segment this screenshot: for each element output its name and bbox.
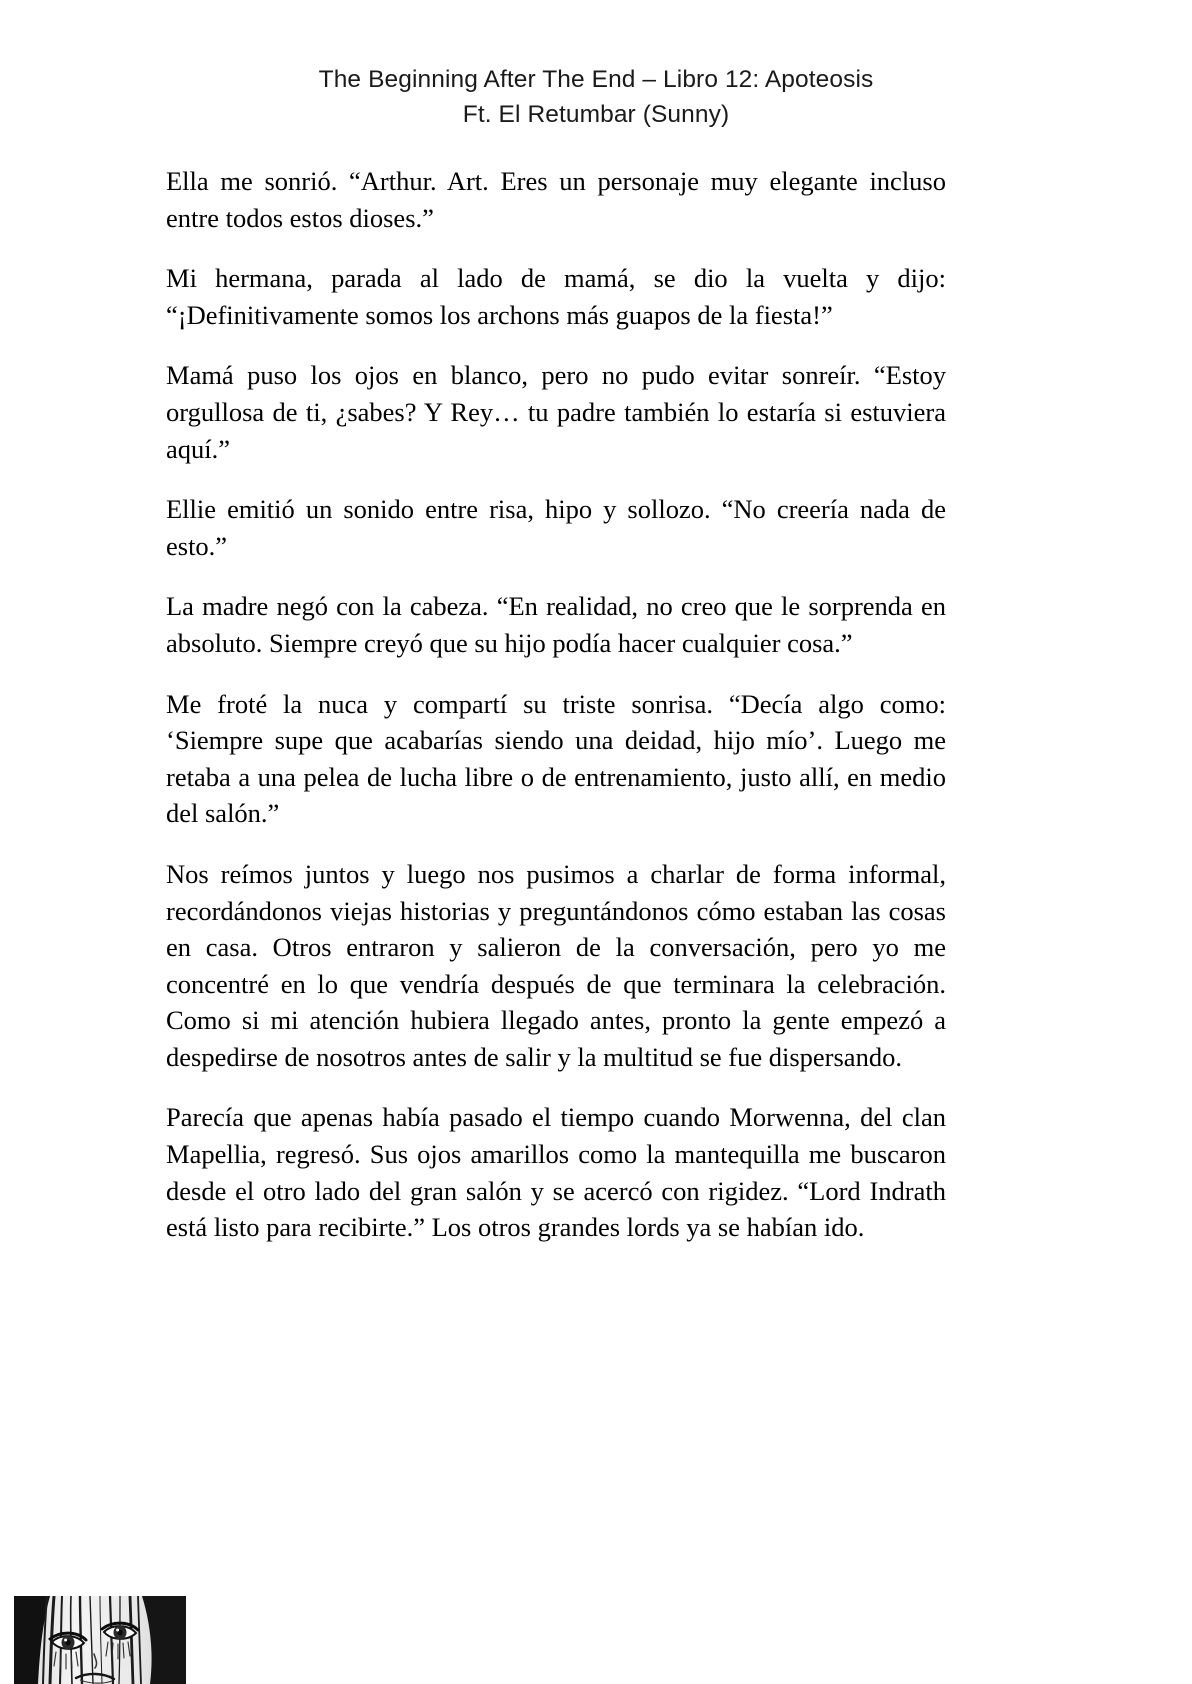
- paragraph: Me froté la nuca y compartí su triste sonrisa. “Decía algo como: ‘Siempre supe que acabarías siendo una deidad, hijo mío’. Luego me retaba a una pelea de lucha libre o de entrenamiento, justo allí, en medio del salón.”: [166, 688, 946, 829]
- document-header: [0, 62, 1192, 132]
- paragraph: Mamá puso los ojos en blanco, pero no pudo evitar sonreír. “Estoy orgullosa de ti, ¿sabes? Y Rey… tu padre también lo estaría si estuviera aquí.”: [166, 360, 946, 464]
- paragraph: Parecía que apenas había pasado el tiempo cuando Morwenna, del clan Mapellia, regresó. Sus ojos amarillos como la mantequilla me buscaron desde el otro lado del gran salón y se acercó con rigidez. “Lord Indrath está listo para recibirte.” Los otros grandes lords ya se habían ido.: [166, 1102, 946, 1243]
- header-title-line: The Beginning After The End – Libro 12: Apoteosis: [318, 66, 874, 93]
- paragraph: Nos reímos juntos y luego nos pusimos a charlar de forma informal, recordándonos viejas historias y preguntándonos cómo estaban las cosas en casa. Otros entraron y salieron de la conversación, pero yo me concentré en lo que vendría después de que terminara la celebración. Como si mi atención hubiera llegado antes, pronto la gente empezó a despedirse de nosotros antes de salir y la multitud se fue dispersando.: [166, 858, 946, 1072]
- paragraph: La madre negó con la cabeza. “En realidad, no creo que le sorprenda en absoluto. Siempre creyó que su hijo podía hacer cualquier cosa.”: [166, 591, 946, 658]
- paragraph: Mi hermana, parada al lado de mamá, se dio la vuelta y dijo: “¡Definitivamente somos los archons más guapos de la fiesta!”: [166, 263, 946, 330]
- paragraph: Ella me sonrió. “Arthur. Art. Eres un personaje muy elegante incluso entre todos estos dioses.”: [166, 166, 946, 233]
- paragraph: Ellie emitió un sonido entre risa, hipo y sollozo. “No creería nada de esto.”: [166, 494, 946, 561]
- manga-face-illustration: [14, 1596, 186, 1684]
- document-body: [166, 163, 946, 1246]
- header-subtitle-line: Ft. El Retumbar (Sunny): [462, 101, 730, 128]
